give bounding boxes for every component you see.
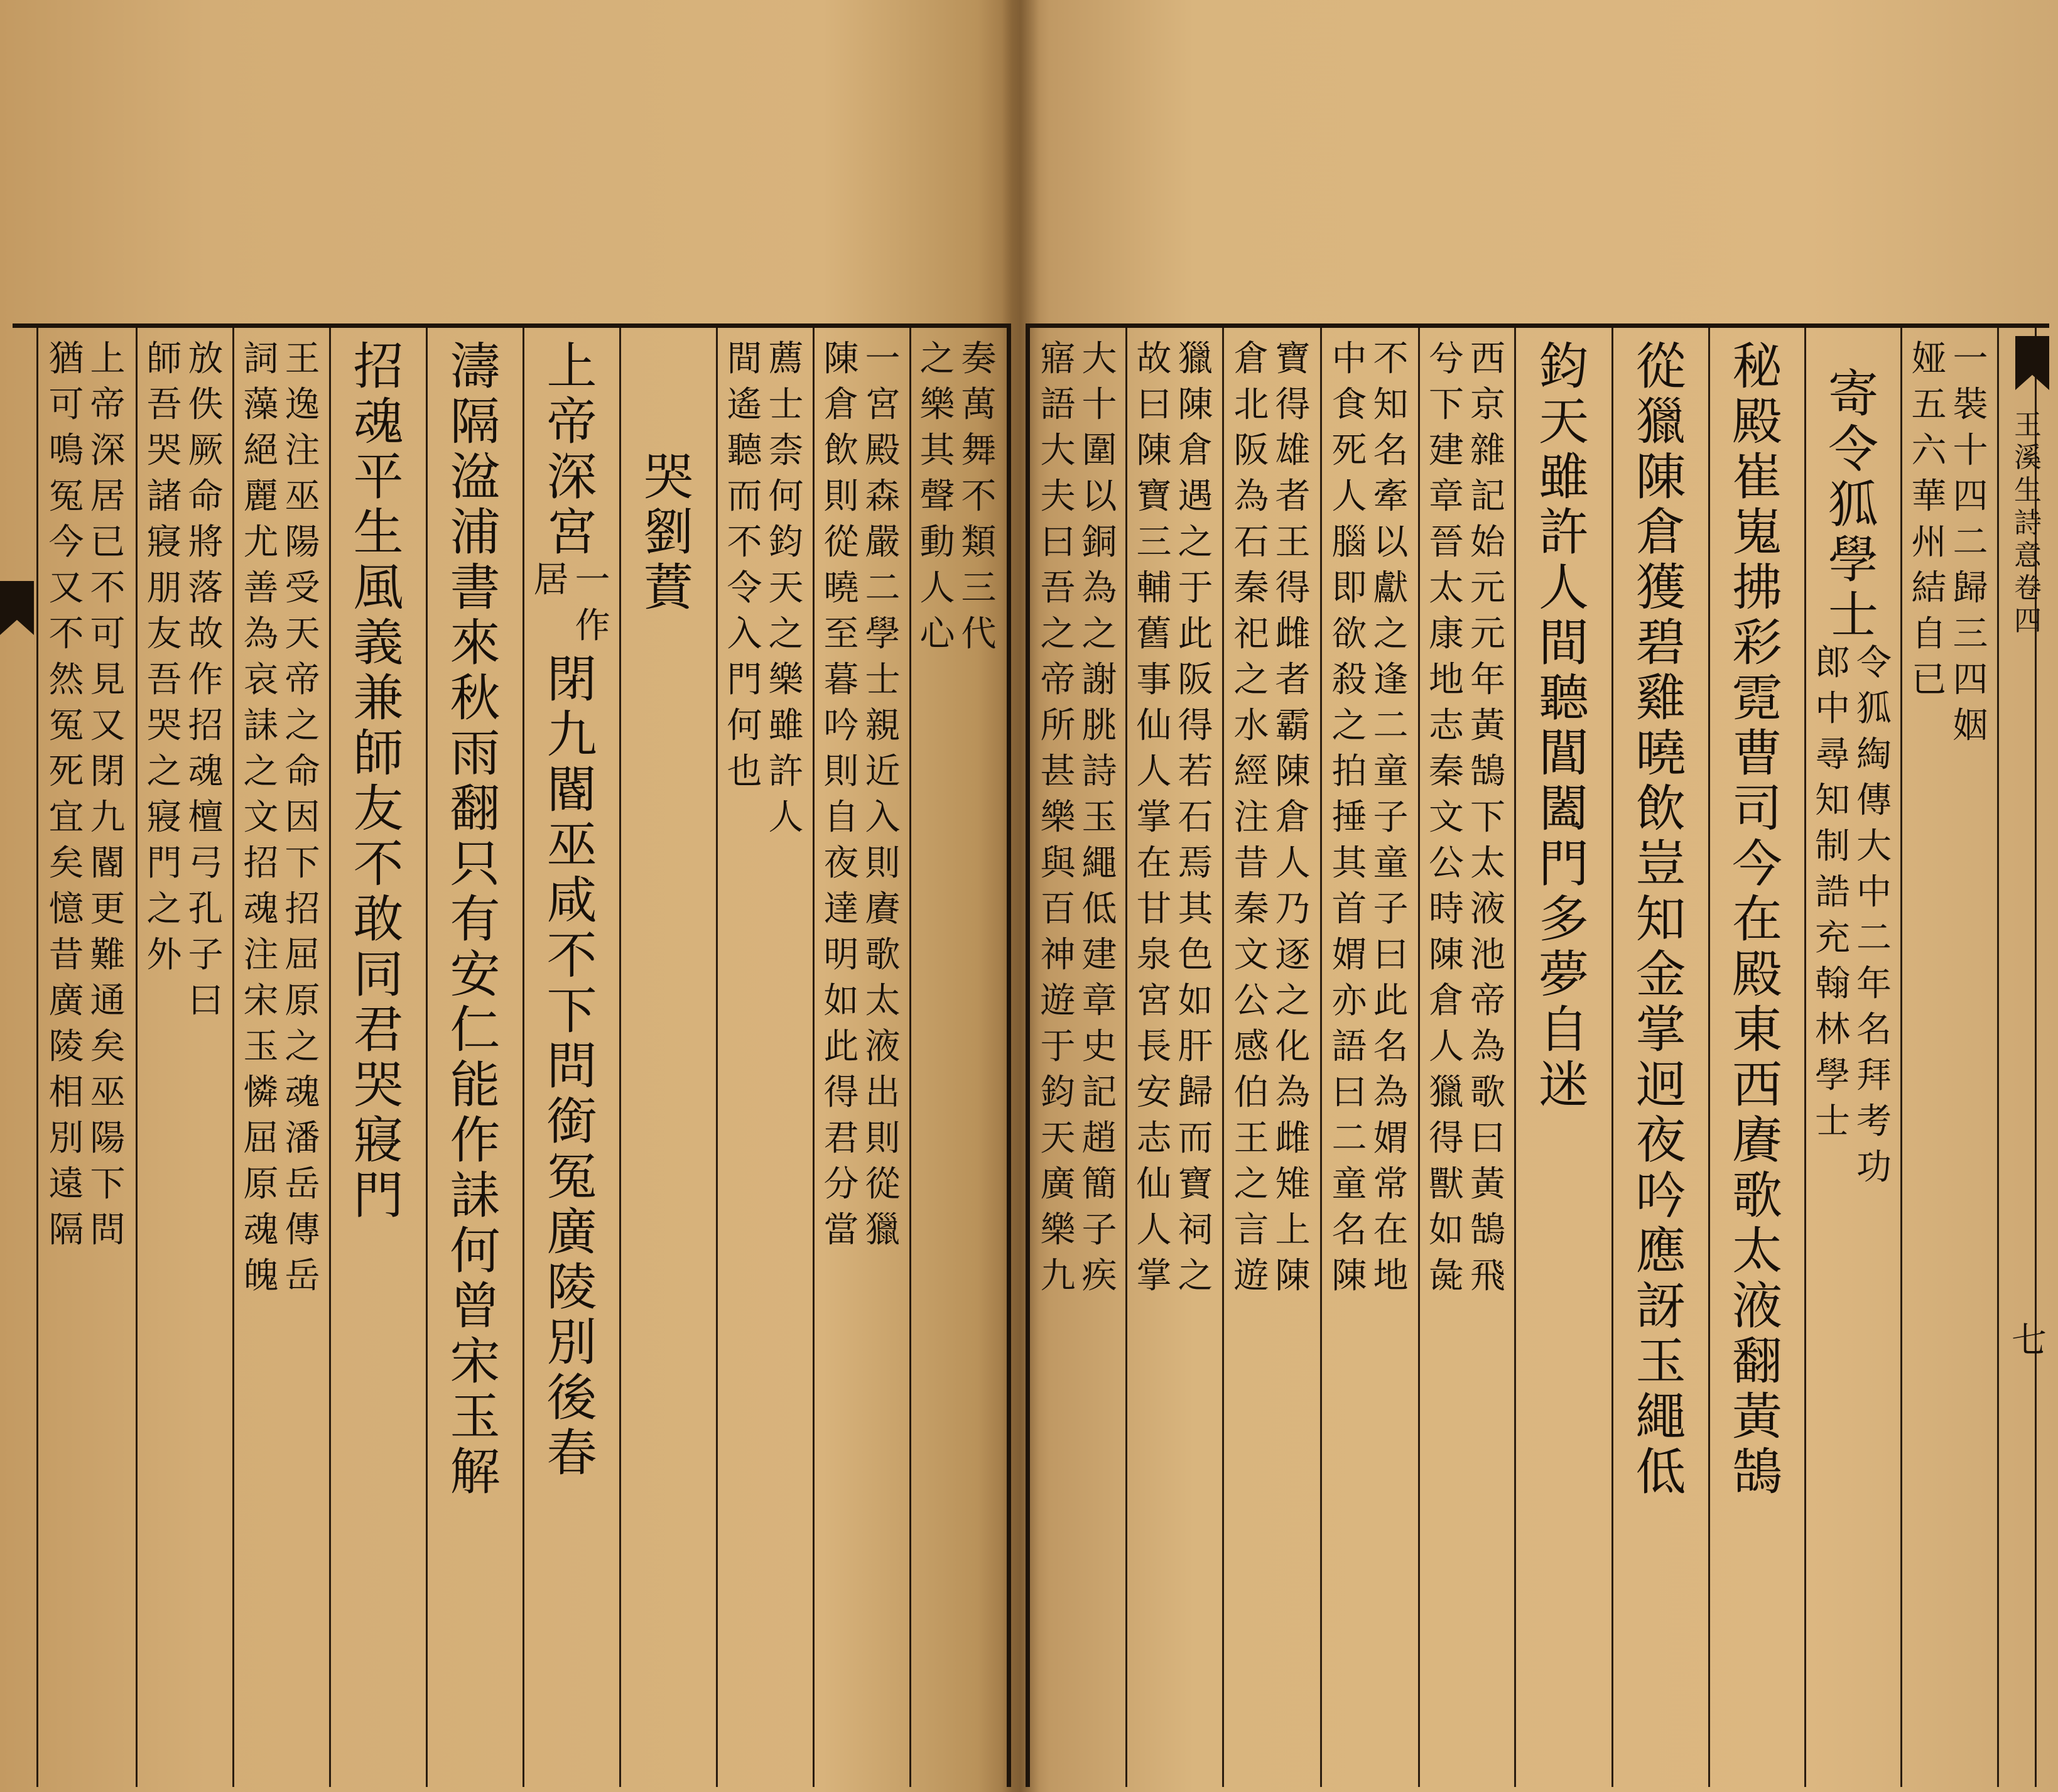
commentary-text <box>1812 643 1895 1196</box>
text-column <box>331 337 426 1226</box>
commentary-line: 娅 五 六 華 州 結 自 已 <box>1911 339 1947 700</box>
commentary-line: 居 <box>533 560 569 600</box>
commentary-line: 西 京 雜 記 始 元 元 年 黃 鵠 下 太 液 池 帝 為 歌 曰 黃 鵠 飛 <box>1470 339 1505 1296</box>
commentary-line: 上 帝 深 居 已 不 可 見 又 閉 九 閽 更 難 通 矣 巫 陽 下 問 <box>90 339 126 1251</box>
commentary-text <box>1329 339 1412 1305</box>
text-column <box>1710 337 1804 1502</box>
text-column <box>1420 339 1514 1305</box>
commentary-line: 大 十 圍 以 銅 為 之 謝 朓 詩 玉 繩 低 建 章 史 記 趙 簡 子 疾 <box>1081 339 1117 1296</box>
commentary-line: 寶 得 雄 者 王 得 雌 者 霸 陳 倉 人 乃 逐 之 化 為 雌 雉 上 陳 <box>1275 339 1311 1296</box>
text-column <box>911 339 1005 663</box>
commentary-line: 中 食 死 人 腦 即 欲 殺 之 拍 捶 其 首 媦 亦 語 曰 二 童 名 陳 <box>1331 339 1367 1296</box>
commentary-text <box>241 339 323 1305</box>
commentary-line: 郎 中 尋 知 制 誥 充 翰 林 學 士 <box>1815 643 1850 1142</box>
column-rule <box>1997 328 1999 1787</box>
commentary-line: 令 狐 綯 傳 大 中 二 年 名 拜 考 功 <box>1856 643 1892 1188</box>
margin-title-char: 四 <box>2014 605 2042 637</box>
commentary-text <box>1909 339 1991 754</box>
commentary-line: 一 裝 十 四 二 歸 三 四 姻 <box>1952 339 1988 746</box>
commentary-text <box>1134 339 1216 1305</box>
margin-title-char: 卷 <box>2014 572 2042 604</box>
left-page <box>0 0 1021 1792</box>
main-text: 從 獵 陳 倉 獲 碧 雞 曉 飲 豈 知 金 掌 迥 夜 吟 應 訝 玉 繩 低 <box>1635 337 1686 1501</box>
text-column <box>234 339 329 1305</box>
main-text: 鈞 天 雖 許 人 間 聽 閶 闔 門 多 夢 自 迷 <box>1539 337 1589 1114</box>
margin-title-char: 生 <box>2014 474 2042 506</box>
margin-title <box>2014 402 2042 637</box>
left-page-frame <box>13 323 1011 1787</box>
commentary-line: 兮 下 建 章 晉 太 康 地 志 秦 文 公 時 陳 倉 人 獵 得 獸 如 彘 <box>1429 339 1464 1296</box>
text-column <box>815 339 909 1259</box>
commentary-line: 倉 北 阪 為 石 秦 祀 之 水 經 注 昔 秦 文 公 感 伯 王 之 言 遊 <box>1233 339 1269 1296</box>
main-text: 閉 九 閽 巫 咸 不 下 問 銜 冤 廣 陵 別 後 春 <box>546 650 597 1482</box>
page-number: 七 <box>2012 1320 2047 1361</box>
commentary-line: 一 作 <box>575 560 610 646</box>
text-column <box>1902 339 1997 754</box>
commentary-line: 奏 萬 舞 不 類 三 代 <box>961 339 997 654</box>
commentary-line: 薦 士 柰 何 鈞 天 之 樂 雖 許 人 <box>768 339 804 838</box>
commentary-text <box>1426 339 1508 1305</box>
commentary-line: 詞 藻 絕 麗 尤 善 為 哀 誄 之 文 招 魂 注 宋 玉 憐 屈 原 魂 魄 <box>243 339 279 1296</box>
commentary-line: 猶 可 鳴 冤 今 又 不 然 冤 死 宜 矣 憶 昔 廣 陵 相 別 遠 隔 <box>48 339 84 1251</box>
margin-title-char: 溪 <box>2014 442 2042 474</box>
margin-title-char: 詩 <box>2014 507 2042 539</box>
text-column <box>38 339 136 1259</box>
text-column <box>1127 339 1222 1305</box>
text-column <box>718 339 813 846</box>
commentary-line: 寤 語 大 夫 曰 吾 之 帝 所 甚 樂 與 百 神 遊 于 鈞 天 廣 樂 九 <box>1040 339 1076 1296</box>
commentary-line: 一 宮 殿 森 嚴 二 學 士 親 近 入 則 賡 歌 太 液 出 則 從 獵 <box>865 339 901 1251</box>
main-text: 濤 隔 湓 浦 書 來 秋 雨 翻 只 有 安 仁 能 作 誄 何 曾 宋 玉 解 <box>450 337 501 1501</box>
commentary-line: 師 吾 哭 諸 寢 朋 友 吾 哭 之 寢 門 之 外 <box>146 339 182 975</box>
commentary-text <box>531 560 614 654</box>
commentary-line: 放 佚 厥 命 將 落 故 作 招 魂 檀 弓 孔 子 曰 <box>188 339 224 1021</box>
text-column <box>1032 339 1125 1305</box>
commentary-text <box>46 339 129 1259</box>
main-text: 上 帝 深 宮 <box>546 337 597 562</box>
commentary-text <box>917 339 1000 663</box>
commentary-line: 間 遙 聽 而 不 令 入 門 何 也 <box>727 339 762 792</box>
commentary-line: 陳 倉 飲 則 從 曉 至 暮 吟 則 自 夜 達 明 如 此 得 君 分 當 <box>823 339 859 1251</box>
text-column <box>428 337 523 1502</box>
commentary-line: 獵 陳 倉 遇 之 于 此 阪 得 若 石 焉 其 色 如 肝 歸 而 寶 祠 之 <box>1178 339 1213 1296</box>
margin-title-char: 意 <box>2014 540 2042 572</box>
main-text: 招 魂 平 生 風 義 兼 師 友 不 敢 同 君 哭 寢 門 <box>353 337 404 1225</box>
text-column <box>1613 337 1708 1502</box>
right-page <box>1021 0 2058 1792</box>
margin-title-char: 王 <box>2014 409 2042 441</box>
text-column <box>1516 337 1611 1116</box>
main-text: 寄 令 狐 學 士 <box>1828 365 1878 644</box>
commentary-line: 王 逸 注 巫 陽 受 天 帝 之 命 因 下 招 屈 原 之 魂 潘 岳 傳 岳 <box>284 339 320 1296</box>
commentary-text <box>1037 339 1120 1305</box>
commentary-line: 不 知 名 牽 以 獻 之 逢 二 童 子 童 子 曰 此 名 為 媦 常 在 地 <box>1373 339 1409 1296</box>
text-column <box>524 337 619 1484</box>
right-page-frame <box>1026 323 2049 1787</box>
commentary-text <box>821 339 904 1259</box>
text-column <box>1224 339 1320 1305</box>
main-text: 哭 劉 蕡 <box>643 448 694 617</box>
text-column <box>138 339 232 1029</box>
main-text: 秘 殿 崔 嵬 拂 彩 霓 曹 司 今 在 殿 東 西 賡 歌 太 液 翻 黃 鵠 <box>1732 337 1782 1501</box>
commentary-text <box>1231 339 1314 1305</box>
commentary-text <box>724 339 807 846</box>
text-column <box>1322 339 1418 1305</box>
commentary-line: 故 曰 陳 寶 三 輔 舊 事 仙 人 掌 在 甘 泉 宮 長 安 志 仙 人 掌 <box>1136 339 1172 1296</box>
commentary-line: 之 樂 其 聲 動 人 心 <box>919 339 955 654</box>
commentary-text <box>144 339 227 1029</box>
text-column <box>621 342 716 618</box>
text-column <box>1806 342 1900 1196</box>
